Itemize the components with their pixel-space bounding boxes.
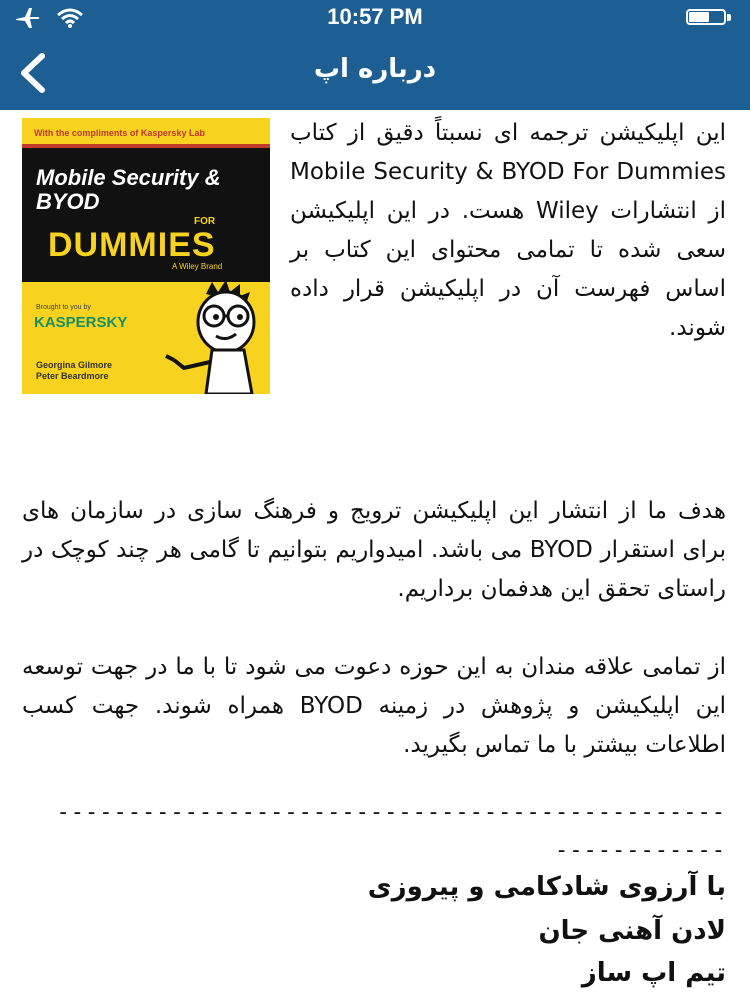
closing-wish: با آرزوی شادکامی و پیروزی: [367, 872, 726, 902]
divider-short: ------------: [555, 838, 726, 863]
book-cover-image: [22, 118, 270, 394]
cover-author-2: Peter Beardmore: [36, 371, 109, 381]
cover-authors: [36, 360, 112, 382]
invitation-paragraph: از تمامی علاقه مندان به این حوزه دعوت می شود تا با ما در جهت توسعه این اپلیکیشن و پژوهش در زمینه BYOD همراه شوند. جهت کسب اطلاعات بیشتر با ما تماس بگیرید.: [22, 654, 726, 758]
battery-icon: [686, 9, 732, 27]
goal-paragraph: هدف ما از انتشار این اپلیکیشن ترویج و فرهنگ سازی در سازمان های برای استقرار BYOD می باشد. امیدواریم بتوانیم تا گامی هر چند کوچک در راستای تحقق این هدفمان برداریم.: [22, 498, 726, 602]
cover-title: Mobile Security & BYOD: [36, 165, 221, 214]
cover-for: FOR: [194, 216, 216, 227]
cover-brought: Brought to you by: [36, 304, 91, 311]
team-name: تیم اپ ساز: [581, 958, 726, 988]
dummies-mascot-icon: [162, 276, 270, 394]
status-time: 10:57 PM: [327, 4, 423, 29]
intro-paragraph: این اپلیکیشن ترجمه ای نسبتاً دقیق از کتاب Mobile Security & BYOD For Dummies از انتشارات Wiley هست. در این اپلیکیشن سعی شده تا تمامی محتوای این کتاب بر اساس فهرست آن در اپلیکیشن قرار داده شوند.: [290, 120, 727, 341]
cover-compliments: With the compliments of Kaspersky Lab: [34, 128, 205, 138]
cover-kaspersky-logo: KASPERSKY: [34, 314, 128, 331]
page-title: درباره اپ: [313, 54, 437, 84]
divider-long: -----------------------------------------------: [56, 800, 726, 825]
cover-dummies: DUMMIES: [48, 226, 216, 264]
cover-brand: A Wiley Brand: [172, 262, 223, 271]
status-bar: [0, 0, 750, 36]
app-header: [0, 0, 750, 110]
navigation-bar: [0, 36, 750, 110]
cover-author-1: Georgina Gilmore: [36, 360, 113, 370]
author-name: لادن آهنی جان: [538, 916, 726, 946]
about-content: [0, 110, 750, 1000]
